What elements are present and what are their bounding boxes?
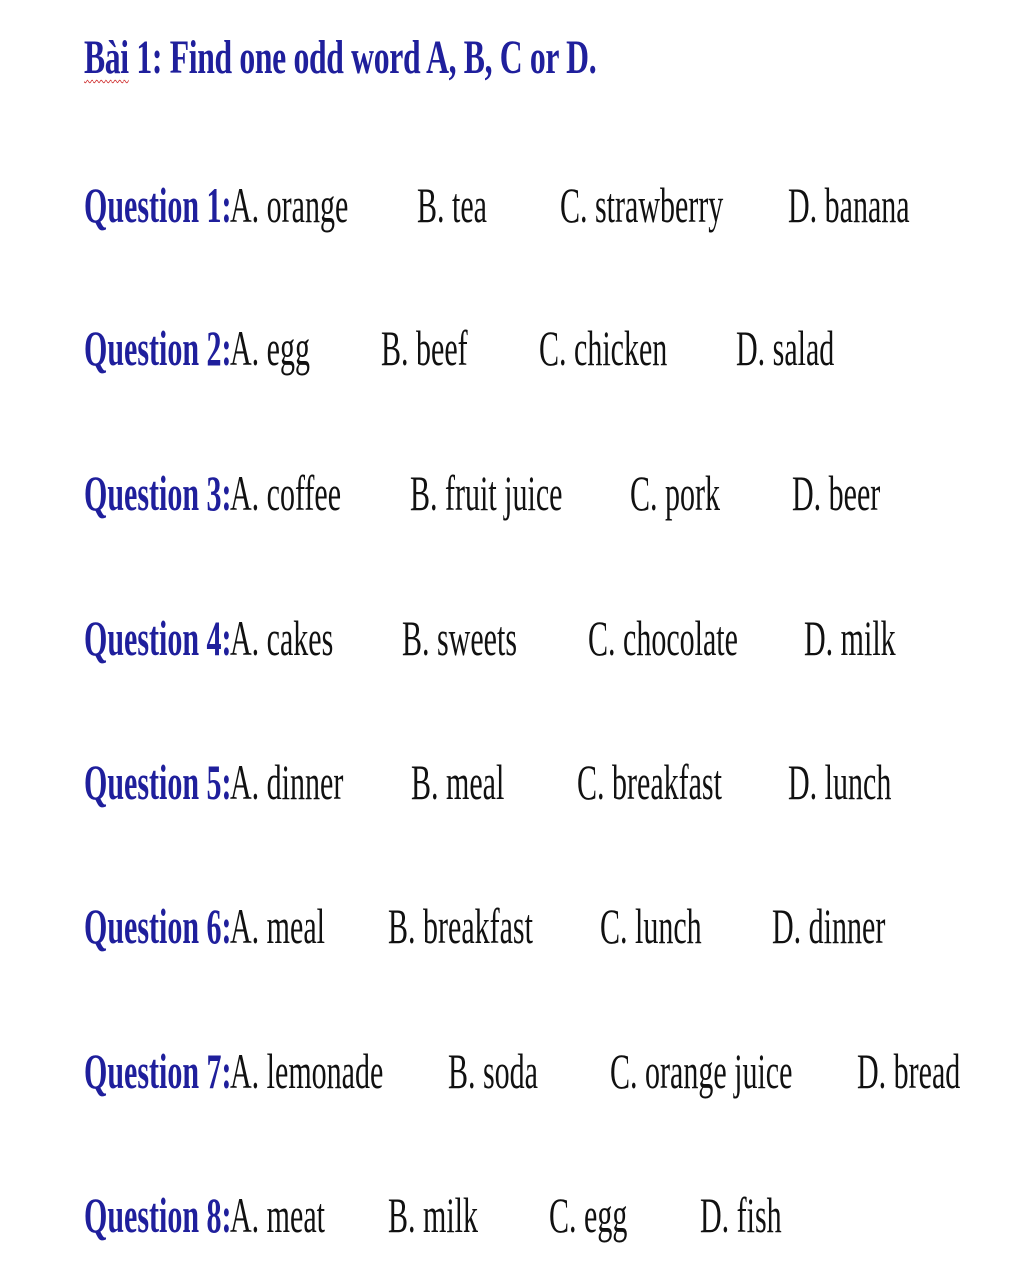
option-b: B. milk — [388, 1187, 479, 1243]
question-row — [84, 754, 1024, 817]
option-c: C. pork — [630, 465, 720, 521]
option-a: A. cakes — [230, 610, 334, 666]
title-text: 1: Find one odd word A, B, C or D. — [128, 31, 597, 84]
option-d: D. milk — [804, 610, 896, 666]
option-b: B. fruit juice — [410, 465, 563, 521]
question-label: Question 8: — [84, 1187, 232, 1243]
option-c: C. chocolate — [588, 610, 738, 666]
question-row — [84, 898, 1024, 961]
option-d: D. salad — [736, 320, 835, 376]
option-c: C. orange juice — [610, 1043, 793, 1099]
option-d: D. banana — [788, 177, 910, 233]
option-b: B. sweets — [402, 610, 517, 666]
option-c: C. chicken — [539, 320, 668, 376]
question-row — [84, 465, 1024, 528]
question-row — [84, 320, 1024, 383]
option-c: C. breakfast — [577, 754, 722, 810]
option-b: B. tea — [417, 177, 487, 233]
question-row — [84, 1043, 1024, 1106]
option-d: D. bread — [857, 1043, 961, 1099]
question-label: Question 5: — [84, 754, 232, 810]
question-label: Question 6: — [84, 898, 232, 954]
question-row — [84, 610, 1024, 673]
option-a: A. coffee — [230, 465, 342, 521]
option-b: B. breakfast — [388, 898, 533, 954]
option-a: A. egg — [230, 320, 310, 376]
option-c: C. strawberry — [560, 177, 724, 233]
exercise-title — [84, 31, 597, 84]
option-b: B. meal — [411, 754, 505, 810]
option-a: A. meal — [230, 898, 325, 954]
question-label: Question 4: — [84, 610, 232, 666]
question-row — [84, 177, 1024, 240]
option-d: D. lunch — [788, 754, 892, 810]
question-label: Question 2: — [84, 320, 232, 376]
title-prefix: Bài — [84, 31, 129, 84]
option-a: A. dinner — [230, 754, 344, 810]
option-a: A. orange — [230, 177, 349, 233]
option-b: B. beef — [381, 320, 468, 376]
option-d: D. beer — [792, 465, 881, 521]
question-label: Question 7: — [84, 1043, 232, 1099]
option-b: B. soda — [448, 1043, 538, 1099]
option-d: D. dinner — [772, 898, 886, 954]
option-d: D. fish — [700, 1187, 782, 1243]
option-c: C. lunch — [600, 898, 702, 954]
option-a: A. meat — [230, 1187, 325, 1243]
question-label: Question 3: — [84, 465, 232, 521]
option-a: A. lemonade — [230, 1043, 384, 1099]
question-label: Question 1: — [84, 177, 232, 233]
question-row — [84, 1187, 1024, 1250]
option-c: C. egg — [549, 1187, 628, 1243]
